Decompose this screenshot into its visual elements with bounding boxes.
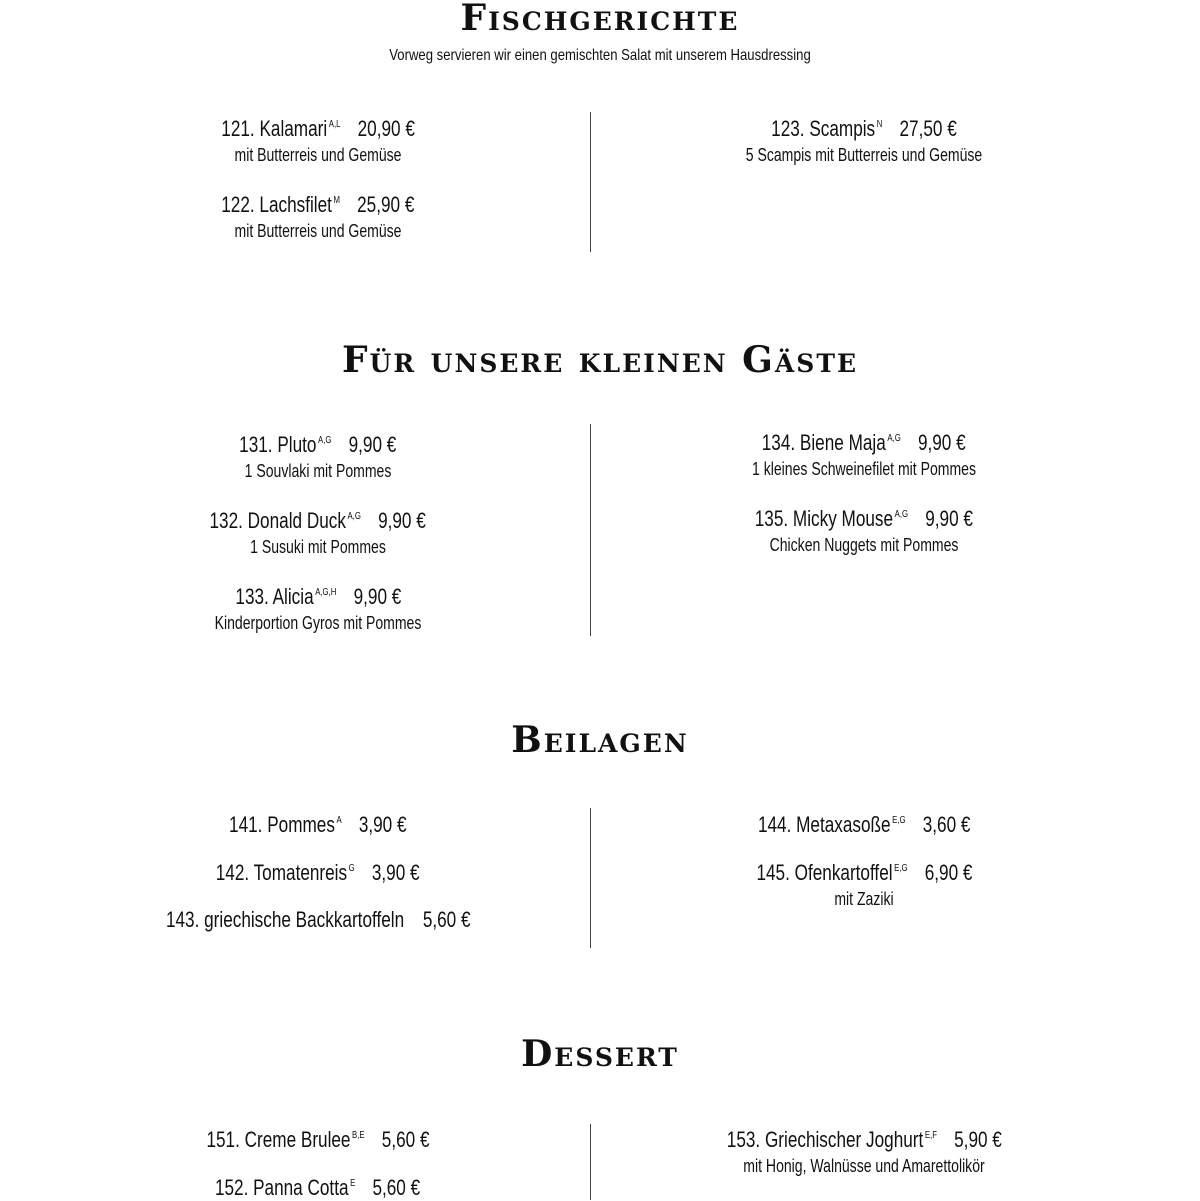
item-price: 9,90 € bbox=[918, 430, 966, 455]
item-allergens: A,L bbox=[328, 119, 341, 130]
item-name: 151. Creme Brulee bbox=[206, 1127, 351, 1152]
item-allergens: E,G bbox=[893, 863, 908, 874]
item-allergens: M bbox=[333, 195, 341, 206]
item-name: 141. Pommes bbox=[229, 812, 336, 837]
section-subtitle: Vorweg servieren wir einen gemischten Salat mit unserem Hausdressing bbox=[389, 47, 811, 64]
item-name: 123. Scampis bbox=[771, 116, 876, 141]
item-name: 152. Panna Cotta bbox=[215, 1175, 349, 1200]
item-description: Chicken Nuggets mit Pommes bbox=[769, 535, 959, 555]
item-price: 5,90 € bbox=[953, 1127, 1002, 1152]
menu-item bbox=[118, 856, 518, 886]
item-description: mit Butterreis und Gemüse bbox=[234, 221, 402, 241]
item-description: 5 Scampis mit Butterreis und Gemüse bbox=[745, 145, 983, 165]
item-price: 20,90 € bbox=[357, 116, 415, 141]
item-description: 1 kleines Schweinefilet mit Pommes bbox=[752, 459, 976, 479]
item-price: 3,60 € bbox=[922, 812, 971, 837]
item-name: 131. Pluto bbox=[239, 432, 317, 457]
item-description: 1 Souvlaki mit Pommes bbox=[244, 461, 392, 481]
menu-item bbox=[118, 580, 518, 634]
item-allergens: A,G bbox=[894, 509, 909, 520]
item-price: 3,90 € bbox=[372, 860, 420, 885]
menu-item bbox=[664, 808, 1064, 838]
item-price: 9,90 € bbox=[348, 432, 397, 457]
column-divider bbox=[590, 808, 591, 948]
menu-item bbox=[118, 1171, 518, 1201]
item-name: 121. Kalamari bbox=[221, 116, 328, 141]
item-name: 122. Lachsfilet bbox=[221, 192, 333, 217]
menu-item bbox=[118, 903, 518, 933]
menu-item bbox=[664, 502, 1064, 556]
menu-item bbox=[664, 1123, 1064, 1177]
column-divider bbox=[590, 1124, 591, 1200]
item-price: 5,60 € bbox=[422, 907, 471, 932]
item-name: 134. Biene Maja bbox=[762, 430, 887, 455]
item-name: 143. griechische Backkartoffeln bbox=[165, 907, 404, 932]
section-title: Für unsere kleinen Gäste bbox=[342, 339, 858, 381]
item-allergens: E,F bbox=[924, 1130, 937, 1141]
item-name: 142. Tomatenreis bbox=[216, 860, 348, 885]
item-price: 9,90 € bbox=[378, 508, 427, 533]
item-allergens: B,E bbox=[352, 1130, 365, 1141]
column-divider bbox=[590, 424, 591, 636]
section-title: Beilagen bbox=[511, 719, 689, 761]
column-divider bbox=[590, 112, 591, 252]
item-price: 27,50 € bbox=[899, 116, 957, 141]
item-allergens: G bbox=[348, 863, 356, 874]
item-allergens: A,G bbox=[887, 433, 902, 444]
item-name: 135. Micky Mouse bbox=[754, 506, 894, 531]
item-price: 25,90 € bbox=[357, 192, 415, 217]
menu-item bbox=[118, 188, 518, 242]
item-description: Kinderportion Gyros mit Pommes bbox=[214, 613, 422, 633]
item-description: 1 Susuki mit Pommes bbox=[250, 537, 386, 557]
item-name: 145. Ofenkartoffel bbox=[756, 860, 893, 885]
menu-item bbox=[664, 112, 1064, 166]
item-price: 9,90 € bbox=[925, 506, 974, 531]
menu-item bbox=[118, 428, 518, 482]
item-allergens: A bbox=[336, 815, 342, 826]
item-name: 133. Alicia bbox=[235, 584, 314, 609]
item-price: 3,90 € bbox=[359, 812, 407, 837]
item-allergens: E,G bbox=[891, 815, 906, 826]
item-description: mit Butterreis und Gemüse bbox=[234, 145, 402, 165]
item-allergens: A,G bbox=[318, 435, 332, 446]
section-title: Dessert bbox=[521, 1033, 679, 1075]
item-price: 5,60 € bbox=[372, 1175, 421, 1200]
section-title: Fischgerichte bbox=[460, 0, 740, 39]
item-description: mit Zaziki bbox=[834, 889, 894, 909]
menu-item bbox=[664, 426, 1064, 480]
item-name: 132. Donald Duck bbox=[209, 508, 347, 533]
item-allergens: E bbox=[350, 1178, 356, 1189]
menu-item bbox=[664, 856, 1064, 910]
item-allergens: A,G,H bbox=[314, 587, 337, 598]
menu-item bbox=[118, 112, 518, 166]
menu-item bbox=[118, 1123, 518, 1153]
item-allergens: N bbox=[876, 119, 883, 130]
item-price: 5,60 € bbox=[381, 1127, 430, 1152]
menu-item bbox=[118, 504, 518, 558]
item-name: 144. Metaxasoße bbox=[757, 812, 891, 837]
menu-item bbox=[118, 808, 518, 838]
item-allergens: A,G bbox=[347, 511, 362, 522]
item-name: 153. Griechischer Joghurt bbox=[726, 1127, 923, 1152]
item-price: 9,90 € bbox=[353, 584, 401, 609]
item-price: 6,90 € bbox=[924, 860, 972, 885]
item-description: mit Honig, Walnüsse und Amarettolikör bbox=[743, 1156, 985, 1176]
